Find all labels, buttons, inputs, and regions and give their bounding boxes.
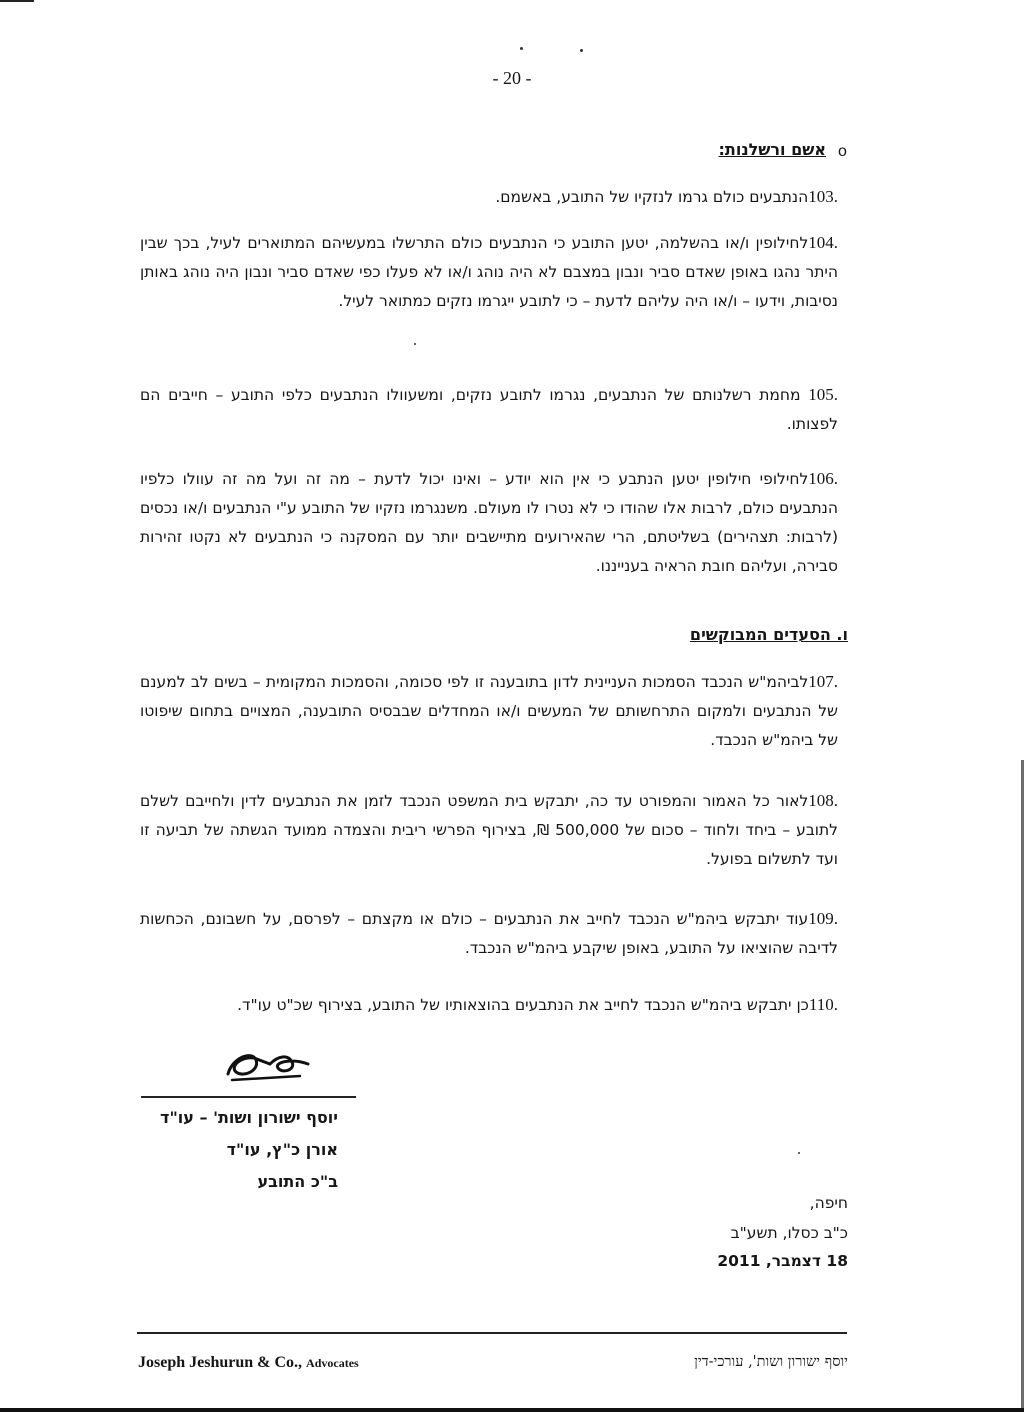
handwritten-signature xyxy=(222,1040,314,1090)
section-heading-remedies: ו. הסעדים המבוקשים xyxy=(689,625,848,644)
paragraph-108: 108.לאור כל האמור והמפורט עד כה, יתבקש בית המשפט הנכבד לזמן את הנתבעים לדין ולחייבם לשלם לתובע – ביחד ולחוד – סכום של 500,000 ₪, בצירוף הפרשי ריבית והצמדה ממועד הגשתה של תביעה זו ועד לתשלום בפועל. xyxy=(140,791,838,868)
scan-speck xyxy=(414,343,416,345)
scan-speck xyxy=(580,49,583,52)
scan-edge-bottom xyxy=(0,1408,1024,1412)
section-heading-negligence: אשם ורשלנות: xyxy=(718,140,826,159)
paragraph-110: 110.כן יתבקש ביהמ"ש הנכבד לחייב את הנתבעים בהוצאותיו של התובע, בצירוף שכ"ט עו"ד. xyxy=(237,995,838,1014)
page-number: - 20 - xyxy=(492,68,532,88)
paragraph-105: 105. מחמת רשלנותם של הנתבעים, נגרמו לתובע נזקים, ומשעוולו הנתבעים כלפי התובע – חייבים הם לפצותו. xyxy=(140,385,838,433)
footer-divider xyxy=(137,1332,847,1334)
paragraph-107: 107.לביהמ"ש הנכבד הסמכות העניינית לדון בתובענה זו לפי סכומה, והסמכות המקומית – בשים לב למענם של הנתבעים ולמקום התרחשותם של המעשים ו/או המחדלים שבבסיס התובענה, המצויים בתחום שיפוטו של ביהמ"ש הנכבד. xyxy=(140,672,838,749)
gregorian-date: 18 דצמבר, 2011 xyxy=(717,1252,848,1270)
paragraph-109: 109.עוד יתבקש ביהמ"ש הנכבד לחייב את הנתבעים – כולם או מקצתם – לפרסם, על חשבונם, הכחשות לדיבה שהוציאו על התובע, באופן שיקבע ביהמ"ש הנכבד. xyxy=(140,909,838,957)
paragraph-103: 103.הנתבעים כולם גרמו לנזקיו של התובע, באשמם. xyxy=(495,187,838,206)
paragraph-106: 106.לחילופי חילופין יטען הנתבע כי אין הוא יודע – ואינו יכול לדעת – מה זה ועל מה זה עוולו כלפיו הנתבעים כולם, לרבות אלו שהודו כי לא נטרו לו מעולם. משנגרמו נזקיו של התובע ע"י הנתבעים ו/או נכסים (לרבות: תצהירים) בשליטתם, הרי שהאירועים מתיישבים יותר עם המסקנה כי הנתבעים לא נקטו זהירות סבירה, ועליהם חובת הראיה בענייננו. xyxy=(140,469,838,575)
scan-speck xyxy=(520,47,523,50)
signatory-role: ב"כ התובע xyxy=(257,1172,338,1191)
footer-firm-hebrew: יוסף ישורון ושות', עורכי-דין xyxy=(694,1354,848,1370)
scan-speck xyxy=(798,1152,800,1154)
scan-mark xyxy=(0,0,34,2)
signatory-firm: יוסף ישורון ושות' – עו"ד xyxy=(160,1108,338,1127)
footer-firm-english: Joseph Jeshurun & Co., Advocates xyxy=(138,1354,359,1371)
section-bullet: o xyxy=(838,143,847,160)
signatory-lawyer: אורן כ"ץ, עו"ד xyxy=(226,1140,338,1159)
signature-line xyxy=(141,1096,356,1098)
hebrew-date: כ"ב כסלו, תשע"ב xyxy=(730,1224,848,1242)
place: חיפה, xyxy=(809,1194,848,1212)
paragraph-104: 104.לחילופין ו/או בהשלמה, יטען התובע כי הנתבעים כולם התרשלו במעשיהם המתוארים לעיל, בכך שבין היתר נהגו באופן שאדם סביר ונבון במצבם לא היה נוהג ו/או לא פעלו כפי שאדם סביר ונבון היה נוהג באותן נסיבות, וידעו – ו/או היה עליהם לדעת – כי לתובע ייגרמו נזקים כמתואר לעיל. xyxy=(140,233,838,310)
